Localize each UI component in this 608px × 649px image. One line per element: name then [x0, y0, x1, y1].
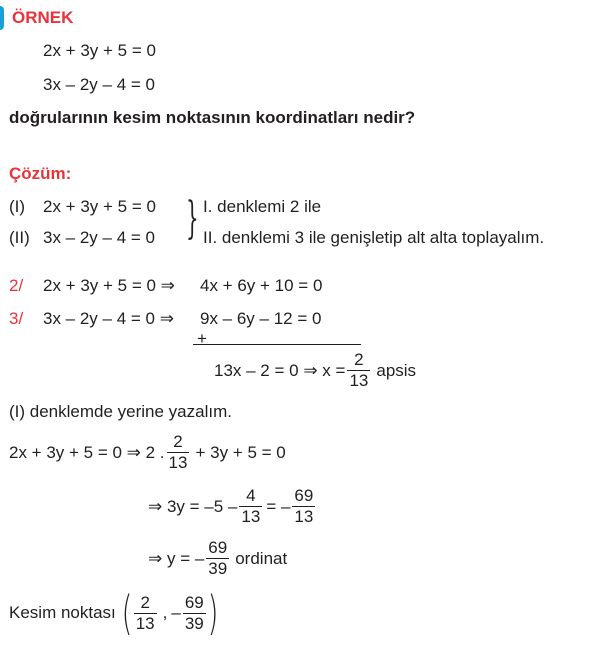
sub-fraction [167, 432, 190, 473]
right-brace: } [186, 193, 199, 244]
step3-lhs: ⇒ y = – [148, 548, 205, 568]
sum-rule [193, 344, 361, 345]
equation-2: 3x – 2y – 4 = 0 [43, 75, 155, 94]
step2-lhs: ⇒ 3y = –5 – [148, 496, 238, 516]
sum-fraction [347, 350, 370, 391]
multiplier-2: 2/ [9, 276, 24, 295]
result-comma: , [162, 603, 168, 622]
sum-denominator: 13 [349, 371, 369, 390]
line1-note: I. denklemi 2 ile [203, 197, 322, 216]
sum-line [214, 350, 416, 391]
result-numerator-y: 69 [184, 592, 204, 612]
result-fraction-x [134, 593, 157, 634]
result-line [9, 586, 219, 640]
ordinat-label: ordinat [235, 548, 288, 568]
line1-equation: 2x + 3y + 5 = 0 [43, 197, 156, 216]
mult2-lhs: 3x – 2y – 4 = 0 ⇒ [43, 309, 174, 328]
multiplier-3: 3/ [9, 309, 24, 328]
sum-numerator: 2 [354, 350, 364, 369]
solution-title: Çözüm: [9, 164, 72, 183]
step2-numerator-1: 4 [246, 486, 256, 505]
left-paren: ( [121, 586, 133, 640]
sub-lhs: 2x + 3y + 5 = 0 ⇒ 2 . [9, 442, 165, 462]
result-minus: – [171, 603, 181, 622]
plus-sign: + [197, 329, 207, 348]
mult1-lhs: 2x + 3y + 5 = 0 ⇒ [43, 276, 175, 295]
result-numerator-x: 2 [140, 592, 150, 612]
sub-denominator: 13 [168, 453, 188, 472]
sub-numerator: 2 [173, 432, 183, 451]
step2-fraction-2 [292, 486, 315, 527]
question-text: doğrularının kesim noktasının koordinatları nedir? [9, 108, 416, 127]
mult2-rhs: 9x – 6y – 12 = 0 [200, 309, 322, 328]
step3-denominator: 39 [208, 559, 228, 578]
line2-equation: 3x – 2y – 4 = 0 [43, 228, 155, 247]
step2-line [148, 486, 317, 527]
sub-rhs: + 3y + 5 = 0 [195, 442, 286, 462]
line1-label: (I) [9, 197, 26, 216]
sum-lhs: 13x – 2 = 0 ⇒ x = [214, 360, 346, 380]
step3-numerator: 69 [208, 538, 228, 557]
result-fraction-y [183, 593, 206, 634]
right-paren: ) [207, 586, 219, 640]
example-title: ÖRNEK [12, 8, 74, 27]
line2-label: (II) [9, 228, 30, 247]
step3-fraction [206, 538, 229, 579]
equation-1: 2x + 3y + 5 = 0 [43, 41, 156, 60]
result-denominator-x: 13 [135, 613, 155, 633]
substitution-line [9, 432, 286, 473]
section-tab-marker [0, 6, 4, 30]
line2-note: II. denklemi 3 ile genişletip alt alta toplayalım. [203, 228, 545, 247]
result-label: Kesim noktası [9, 603, 116, 622]
result-denominator-y: 39 [184, 613, 204, 633]
apsis-label: apsis [376, 360, 417, 380]
step2-denominator-2: 13 [294, 507, 314, 526]
step3-line [148, 538, 287, 579]
mult1-rhs: 4x + 6y + 10 = 0 [200, 276, 323, 295]
step2-fraction-1 [239, 486, 262, 527]
step2-denominator-1: 13 [241, 507, 261, 526]
substitute-text: (I) denklemde yerine yazalım. [9, 402, 232, 421]
step2-numerator-2: 69 [294, 486, 314, 505]
step2-mid: = – [266, 496, 291, 516]
